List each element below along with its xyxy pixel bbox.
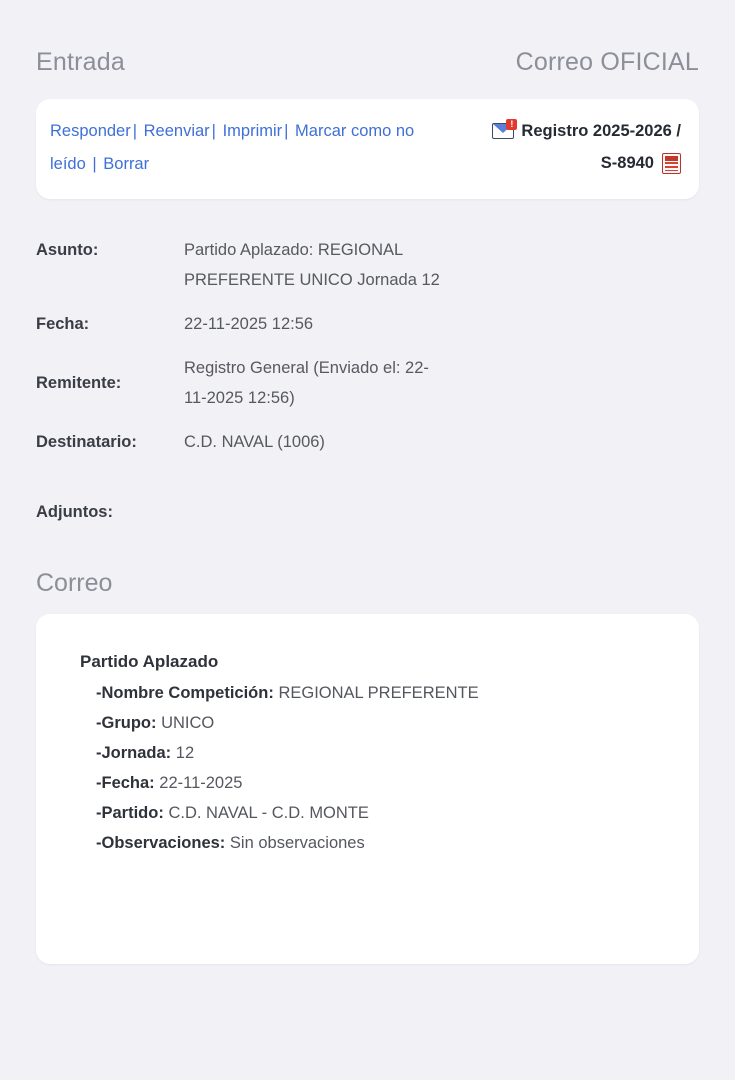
- message-body-title: Partido Aplazado: [80, 652, 219, 671]
- line-value-jornada: 12: [175, 744, 195, 762]
- mark-unread-link[interactable]: Marcar como no leído: [50, 122, 415, 173]
- action-separator-2: |: [211, 122, 216, 140]
- fecha-label: Fecha:: [36, 315, 90, 333]
- adjuntos-label: Adjuntos:: [36, 503, 113, 521]
- message-body-card: [36, 614, 699, 964]
- registry-line-2: S-8940: [600, 154, 654, 172]
- line-value-observaciones: Sin observaciones: [229, 834, 365, 852]
- line-label-fecha: -Fecha:: [96, 774, 155, 792]
- message-body-line: [80, 738, 673, 768]
- message-body-line: [80, 828, 673, 858]
- registry-line-1: Registro 2025-2026 /: [521, 122, 681, 140]
- reply-link[interactable]: Responder: [50, 122, 131, 140]
- mail-alert-icon: [492, 123, 514, 139]
- message-metadata: [36, 235, 699, 527]
- field-row-destinatario: [36, 427, 699, 457]
- line-value-fecha: 22-11-2025: [159, 774, 243, 792]
- asunto-label: Asunto:: [36, 241, 99, 259]
- action-separator-1: |: [132, 122, 138, 140]
- message-body-line: [80, 768, 673, 798]
- remitente-value: Registro General (Enviado el: 22-11-2025 12:56): [184, 359, 429, 407]
- line-value-partido: C.D. NAVAL - C.D. MONTE: [168, 804, 369, 822]
- asunto-value: Partido Aplazado: REGIONAL PREFERENTE UNICO Jornada 12: [184, 241, 440, 289]
- message-action-card: [36, 99, 699, 199]
- message-body-line: [80, 678, 673, 708]
- line-label-partido: -Partido:: [96, 804, 164, 822]
- message-body-line: [80, 798, 673, 828]
- forward-link[interactable]: Reenviar: [143, 122, 210, 140]
- line-label-grupo: -Grupo:: [96, 714, 157, 732]
- field-row-asunto: [36, 235, 699, 295]
- page-header: [36, 0, 699, 99]
- destinatario-value: C.D. NAVAL (1006): [184, 433, 325, 451]
- field-row-adjuntos: [36, 497, 699, 527]
- inbox-title: Entrada: [36, 48, 125, 76]
- print-link[interactable]: Imprimir: [222, 122, 283, 140]
- registry-reference: [492, 115, 681, 179]
- pdf-file-icon[interactable]: [662, 153, 681, 174]
- line-value-competicion: REGIONAL PREFERENTE: [278, 684, 479, 702]
- line-label-jornada: -Jornada:: [96, 744, 172, 762]
- correo-section-title: Correo: [36, 569, 113, 597]
- message-body-line: [80, 708, 673, 738]
- line-label-observaciones: -Observaciones:: [96, 834, 226, 852]
- line-value-grupo: UNICO: [161, 714, 215, 732]
- fecha-value: 22-11-2025 12:56: [184, 315, 314, 333]
- field-row-fecha: [36, 309, 699, 339]
- destinatario-label: Destinatario:: [36, 433, 137, 451]
- field-row-remitente: [36, 353, 699, 413]
- action-separator-4: |: [92, 155, 97, 173]
- remitente-label: Remitente:: [36, 374, 122, 392]
- page-title: Correo OFICIAL: [515, 48, 699, 76]
- message-actions: [50, 115, 450, 181]
- line-label-competicion: -Nombre Competición:: [96, 684, 274, 702]
- delete-link[interactable]: Borrar: [103, 155, 150, 173]
- action-separator-3: |: [284, 122, 289, 140]
